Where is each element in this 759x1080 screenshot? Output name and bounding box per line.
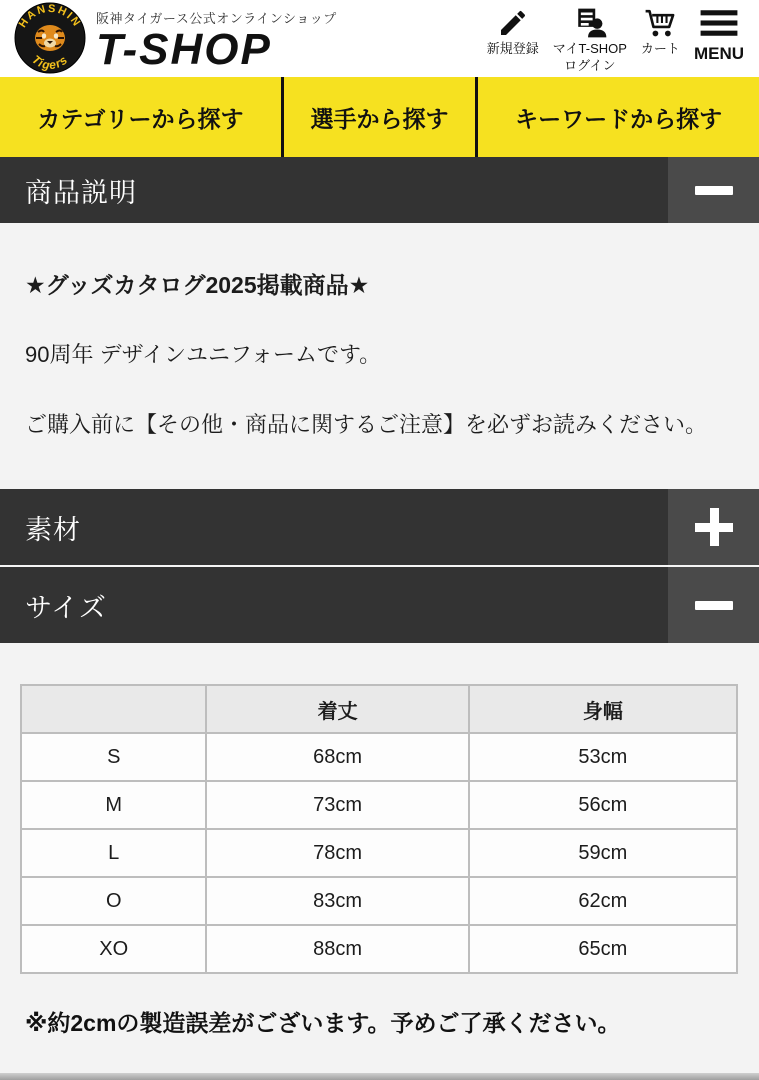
collapse-description-button[interactable] [668, 157, 759, 223]
size-table [20, 684, 738, 974]
size-col-blank [21, 685, 206, 733]
tigers-logo-icon [14, 2, 86, 74]
register-button[interactable] [480, 0, 546, 57]
size-tolerance-note: ※約2cmの製造誤差がございます。予めご了承ください。 [25, 1010, 621, 1037]
register-label: 新規登録 [486, 41, 539, 56]
collapse-size-button[interactable] [668, 567, 759, 643]
site-tagline: 阪神タイガース公式オンラインショップ [96, 11, 337, 26]
expand-material-button[interactable] [668, 489, 759, 565]
size-row-l [21, 829, 737, 877]
pencil-icon [497, 6, 529, 40]
width-value: 62cm [469, 877, 737, 925]
width-value: 56cm [469, 781, 737, 829]
top-header [0, 0, 759, 77]
nav-search-by-category[interactable]: カテゴリーから探す [37, 105, 244, 132]
description-line3: ご購入前に【その他・商品に関するご注意】を必ずお読みください。 [25, 412, 708, 437]
brand-text [96, 2, 337, 72]
cart-button[interactable] [634, 0, 687, 57]
description-panel [0, 223, 759, 489]
length-value: 68cm [206, 733, 468, 781]
description-line2: 90周年 デザインユニフォームです。 [25, 342, 382, 367]
section-title-size: サイズ [25, 592, 107, 623]
nav-search-by-keyword[interactable]: キーワードから探す [515, 105, 723, 132]
cart-icon [643, 6, 677, 40]
section-title-description: 商品説明 [25, 177, 137, 208]
hamburger-icon [697, 6, 741, 40]
section-header-size[interactable] [0, 567, 759, 643]
size-row-xo [21, 925, 737, 973]
menu-label: MENU [693, 44, 744, 63]
size-col-width: 身幅 [469, 685, 737, 733]
length-value: 83cm [206, 877, 468, 925]
width-value: 53cm [469, 733, 737, 781]
member-card-icon [573, 6, 607, 40]
size-row-o [21, 877, 737, 925]
size-col-length: 着丈 [206, 685, 468, 733]
width-value: 59cm [469, 829, 737, 877]
length-value: 88cm [206, 925, 468, 973]
login-label-line2: ログイン [564, 57, 616, 73]
length-value: 73cm [206, 781, 468, 829]
login-label-line1: マイT-SHOP [552, 41, 627, 56]
next-section-edge [0, 1073, 759, 1080]
size-label: M [21, 781, 206, 829]
plus-icon [695, 508, 733, 546]
minus-icon [695, 601, 733, 610]
site-logotype: T-SHOP [96, 25, 272, 74]
size-table-header-row [21, 685, 737, 733]
svg-text:HANSHIN: HANSHIN [16, 2, 84, 30]
size-label: S [21, 733, 206, 781]
size-row-s [21, 733, 737, 781]
search-nav [0, 77, 759, 157]
my-tshop-login-button[interactable] [546, 0, 634, 74]
size-row-m [21, 781, 737, 829]
nav-search-by-player[interactable]: 選手から探す [281, 77, 478, 157]
svg-text:Tigers: Tigers [29, 52, 71, 73]
brand-logo-link[interactable] [14, 2, 337, 74]
size-panel [0, 643, 759, 1038]
width-value: 65cm [469, 925, 737, 973]
size-label: L [21, 829, 206, 877]
section-header-description[interactable] [0, 157, 759, 223]
length-value: 78cm [206, 829, 468, 877]
description-headline: ★グッズカタログ2025掲載商品★ [25, 272, 370, 298]
menu-button[interactable] [687, 0, 751, 64]
cart-label: カート [640, 41, 680, 56]
section-header-material[interactable] [0, 489, 759, 565]
minus-icon [695, 186, 733, 195]
header-actions [480, 0, 751, 77]
section-title-material: 素材 [25, 514, 81, 545]
size-label: XO [21, 925, 206, 973]
size-label: O [21, 877, 206, 925]
